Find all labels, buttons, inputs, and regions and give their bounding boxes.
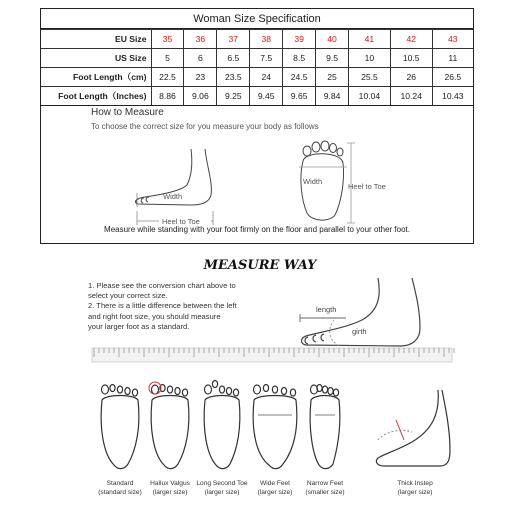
size-cell: 9.5 [316,49,349,68]
size-table [41,29,473,106]
how-to-measure-title: How to Measure [91,107,164,118]
size-cell: 5 [151,49,184,68]
size-cell: 26 [390,68,432,87]
foot-type-name: Wide Feet [259,480,291,487]
heel-to-toe-label: Heel to Toe [162,217,200,226]
foot-type-name: Thick Instep [397,480,433,487]
foot-type-icon [149,382,189,469]
foot-type-caption [150,479,190,497]
size-specification-panel [40,8,474,244]
ruler [92,348,454,362]
size-cell: 8.86 [151,87,184,106]
foot-type-name: Hallux Valgus [150,480,190,487]
size-cell: 42 [390,30,432,49]
size-cell: 9.84 [316,87,349,106]
foot-type-caption [98,479,142,497]
foot-type-caption [305,479,344,497]
size-cell: 7.5 [250,49,283,68]
size-cell: 38 [250,30,283,49]
size-cell: 25 [316,68,349,87]
side-width-label: Width [163,192,183,201]
measure-way-title: MEASURE WAY [203,258,317,273]
size-row-label: Foot Length（Inches) [41,87,151,106]
size-cell: 11 [432,49,473,68]
size-cell: 25.5 [349,68,391,87]
foot-type-caption [397,479,433,497]
size-row [41,68,473,87]
measure-note: Measure while standing with your foot firmly on the floor and parallel to your other foot. [104,225,410,234]
foot-type-size: (standard size) [98,489,142,496]
foot-type-caption [258,479,293,497]
size-cell: 26.5 [432,68,473,87]
size-cell: 10.5 [390,49,432,68]
size-row-label: Foot Length（cm) [41,68,151,87]
size-cell: 6.5 [217,49,250,68]
foot-type-icon [101,385,139,469]
foot-type-size: (smaller size) [305,489,345,496]
foot-type-caption [196,479,247,497]
size-cell: 6 [184,49,217,68]
size-cell: 24.5 [283,68,316,87]
size-cell: 9.25 [217,87,250,106]
foot-type-icon [310,385,340,469]
size-cell: 41 [349,30,391,49]
size-cell: 23 [184,68,217,87]
size-cell: 22.5 [151,68,184,87]
foot-type-name: Standard [106,480,134,487]
size-cell: 37 [217,30,250,49]
foot-type-size: (larger size) [152,489,188,496]
measure-way-illustration [0,250,520,480]
girth-line [330,320,340,346]
foot-type-size: (larger size) [204,489,240,496]
size-cell: 43 [432,30,473,49]
size-row [41,87,473,106]
size-cell: 9.06 [184,87,217,106]
size-cell: 35 [151,30,184,49]
size-cell: 39 [283,30,316,49]
length-label: length [316,305,337,314]
foot-type-icon [253,385,297,469]
size-cell: 36 [184,30,217,49]
instruction-step-1: 1. Please see the conversion chart above to select your correct size. [88,281,236,301]
size-cell: 10.24 [390,87,432,106]
foot-type-size: (larger size) [397,489,433,496]
size-row-label: US Size [41,49,151,68]
foot-type-size: (larger size) [257,489,293,496]
size-cell: 10.04 [349,87,391,106]
size-row [41,49,473,68]
size-cell: 40 [316,30,349,49]
size-cell: 24 [250,68,283,87]
size-row-label: EU Size [41,30,151,49]
measure-illustration [41,137,475,227]
size-cell: 10 [349,49,391,68]
spec-title: Woman Size Specification [41,9,473,29]
instruction-step-2: 2. There is a little difference between the left and right foot size, you should measure your larger foot as a standard. [88,301,237,331]
thick-instep-icon [376,390,450,466]
top-width-label: Width [303,177,323,186]
how-to-measure-subtitle: To choose the correct size for you measure your body as follows [91,122,319,131]
girth-label: girth [352,327,367,336]
size-cell: 9.45 [250,87,283,106]
foot-type-icon [204,381,240,469]
top-heel-to-toe-label: Heel to Toe [348,182,386,191]
size-cell: 8.5 [283,49,316,68]
foot-type-name: Long Second Toe [196,480,248,487]
foot-type-name: Narrow Feet [306,480,344,487]
size-row [41,30,473,49]
size-cell: 9.65 [283,87,316,106]
size-cell: 23.5 [217,68,250,87]
size-cell: 10.43 [432,87,473,106]
